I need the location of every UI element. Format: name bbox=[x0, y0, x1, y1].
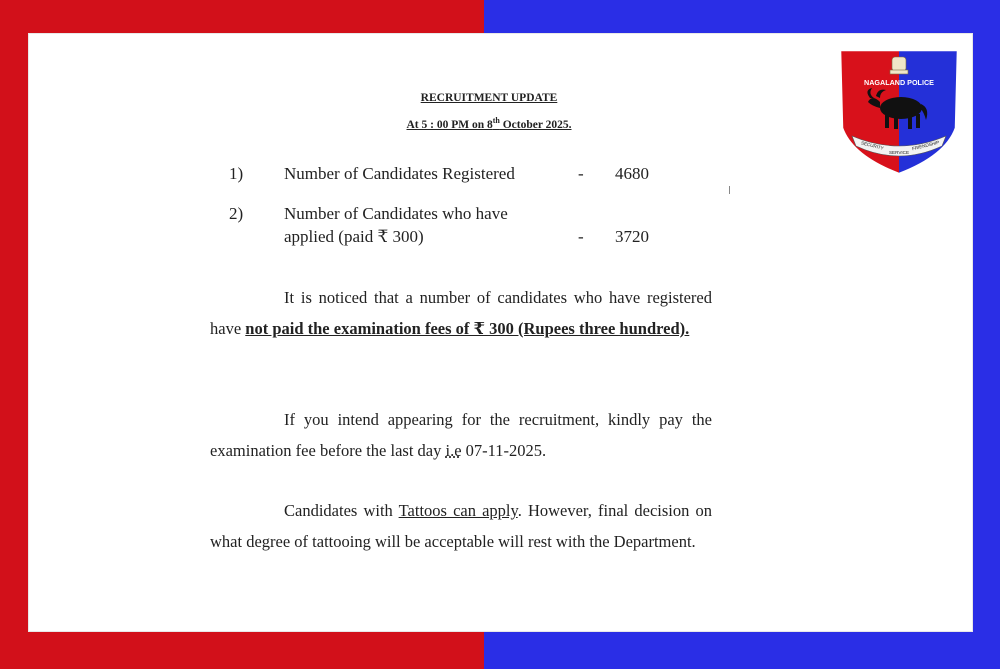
stat-label-line2: applied (paid ₹ 300) bbox=[284, 227, 424, 246]
stat-dash: - bbox=[578, 227, 584, 246]
subtitle-suffix: October 2025. bbox=[499, 118, 572, 131]
stat-index: 2) bbox=[229, 204, 244, 223]
para2-date: 07-11-2025. bbox=[461, 441, 547, 460]
subtitle-prefix: At 5 : 00 PM on 8 bbox=[406, 118, 493, 131]
nagaland-police-crest-icon bbox=[838, 44, 960, 176]
para1-lead: It is noticed that a number of candidates who have registered have bbox=[210, 288, 712, 338]
paragraph-fees-notice bbox=[210, 282, 712, 344]
stat-label: Number of Candidates who have bbox=[284, 204, 508, 223]
para3-rest: . However, final decision on what degree of tattooing will be acceptable will rest with the Department. bbox=[210, 501, 712, 551]
crest-motto-3: FRIENDSHIP bbox=[911, 139, 940, 152]
subtitle-sup: th bbox=[492, 116, 500, 125]
stat-index: 1) bbox=[229, 164, 244, 183]
crest-motto-2: SERVICE bbox=[888, 150, 910, 155]
para3-underlined: Tattoos can apply bbox=[398, 501, 518, 520]
stray-mark bbox=[729, 186, 730, 194]
para2-lead: If you intend appearing for the recruitment, kindly pay the examination fee before the last day bbox=[210, 410, 712, 460]
para1-emphasis: not paid the examination fees of ₹ 300 (Rupees three hundred). bbox=[245, 319, 690, 338]
document-title: RECRUITMENT UPDATE bbox=[420, 92, 558, 104]
crest-motto-1: SECURITY bbox=[860, 140, 885, 151]
para3-lead: Candidates with bbox=[284, 501, 399, 520]
stat-value: 4680 bbox=[615, 164, 649, 183]
stat-label: Number of Candidates Registered bbox=[284, 164, 515, 183]
crest-org-label: NAGALAND POLICE bbox=[864, 78, 934, 87]
paragraph-fee-deadline bbox=[210, 404, 712, 466]
paragraph-tattoo-policy bbox=[210, 495, 712, 557]
stat-dash: - bbox=[578, 164, 584, 183]
document-subtitle bbox=[29, 116, 949, 131]
stat-value: 3720 bbox=[615, 227, 649, 246]
para2-ie: i.e bbox=[445, 441, 462, 460]
document-sheet bbox=[29, 34, 972, 631]
